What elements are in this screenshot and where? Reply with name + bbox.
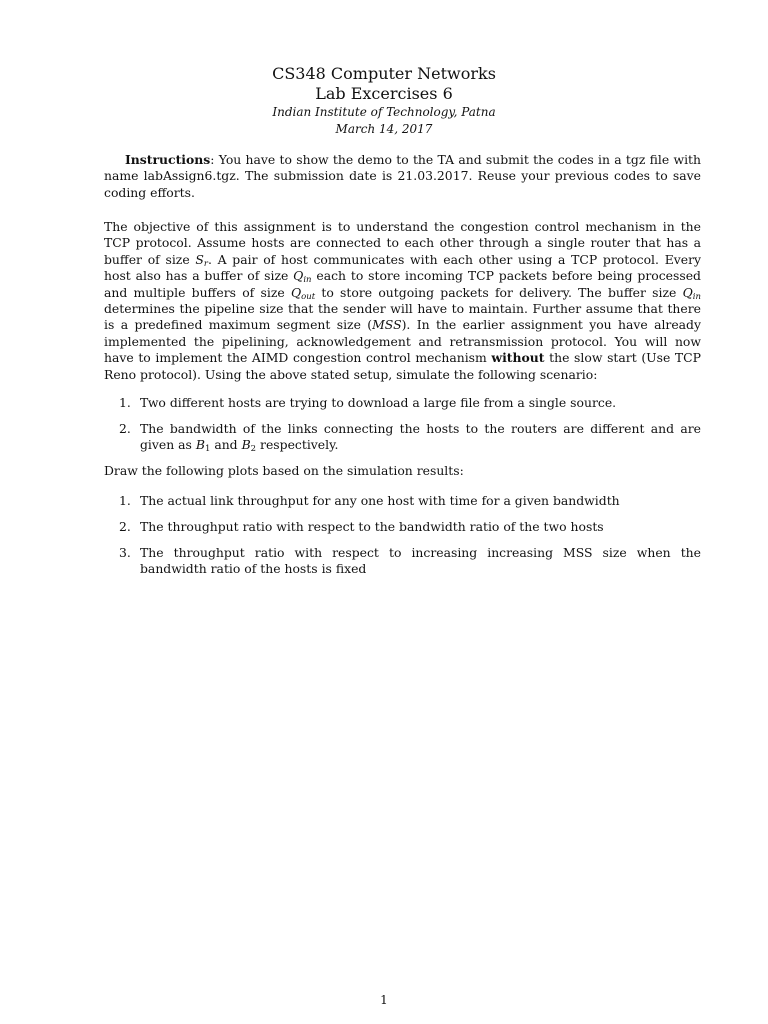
symbol-s-sub: r [203, 258, 208, 269]
list-item-text-b: respectively. [256, 437, 339, 453]
symbol-b2: B [241, 437, 251, 453]
list-number: 1. [119, 493, 131, 508]
symbol-b1: B [195, 437, 205, 453]
symbol-q-in-2: Q [682, 284, 693, 300]
objective-text-5: determines the pipeline size that the sender will have to maintain. Further assume that there is a predefined maximum segment size ( [104, 301, 701, 333]
objective-text-6: ). In the earlier assignment you have already implemented the pipelining, acknowledgement and retransmission protocol. You will now have to implement the AIMD congestion control mechanism [104, 317, 701, 366]
symbol-q-in-2-sub: in [692, 291, 701, 302]
instructions-paragraph [104, 152, 701, 201]
and-text: and [210, 437, 242, 453]
list-item-text-a: The bandwidth of the links connecting the hosts to the routers are different and are given as [140, 420, 701, 453]
instructions-text: : You have to show the demo to the TA and submit the codes in a tgz file with name labAssign6.tgz. The submission date is 21.03.2017. Reuse your previous codes to save coding efforts. [104, 152, 701, 200]
institution: Indian Institute of Technology, Patna [272, 105, 496, 119]
list-item-text: The actual link throughput for any one host with time for a given bandwidth [140, 493, 620, 508]
list-item-text: The throughput ratio with respect to increasing increasing MSS size when the bandwidth ratio of the hosts is fixed [140, 544, 701, 577]
instructions-label: Instructions [125, 152, 211, 167]
objective-text-4: to store outgoing packets for delivery. The buffer size [315, 284, 683, 300]
objective-paragraph [104, 219, 701, 383]
symbol-q-out: Q [290, 284, 302, 300]
course-title: CS348 Computer Networks [272, 64, 496, 83]
list-number: 1. [119, 395, 131, 410]
objective-text-3: each to store incoming TCP packets before being processed and multiple buffers of size [104, 268, 701, 300]
list-item-text: The throughput ratio with respect to the bandwidth ratio of the two hosts [140, 518, 604, 534]
list-number: 2. [119, 420, 131, 436]
objective-text-2: . A pair of host communicates with each other using a TCP protocol. Every host also has a buffer of size [104, 251, 701, 284]
list-item [104, 519, 701, 535]
objective-text-7: the slow start (Use TCP Reno protocol). Using the above stated setup, simulate the following scenario: [104, 350, 701, 382]
title-block [0, 64, 768, 138]
symbol-q-out-sub: out [301, 291, 316, 302]
plots-list [104, 493, 701, 587]
bold-without: without [491, 350, 545, 366]
list-item [104, 421, 701, 454]
symbol-s: S [195, 251, 204, 267]
list-item [104, 493, 701, 509]
list-item [104, 545, 701, 578]
page-number: 1 [380, 993, 388, 1007]
list-item-text: Two different hosts are trying to download a large file from a single source. [140, 395, 617, 410]
lab-title: Lab Excercises 6 [315, 84, 453, 103]
plots-intro: Draw the following plots based on the simulation results: [104, 463, 464, 478]
symbol-b1-sub: 1 [204, 444, 211, 455]
list-item [104, 395, 701, 411]
list-number: 2. [119, 518, 131, 534]
symbol-q-in: Q [293, 268, 304, 284]
symbol-mss: MSS [372, 317, 402, 333]
date: March 14, 2017 [335, 122, 433, 136]
list-number: 3. [119, 544, 131, 560]
symbol-b2-sub: 2 [250, 444, 257, 455]
symbol-q-in-sub: in [303, 275, 312, 286]
scenario-list [104, 395, 701, 463]
objective-text-1: The objective of this assignment is to understand the congestion control mechanism in the TCP protocol. Assume hosts are connected to each other through a single router that has a buffer of size [104, 219, 701, 267]
